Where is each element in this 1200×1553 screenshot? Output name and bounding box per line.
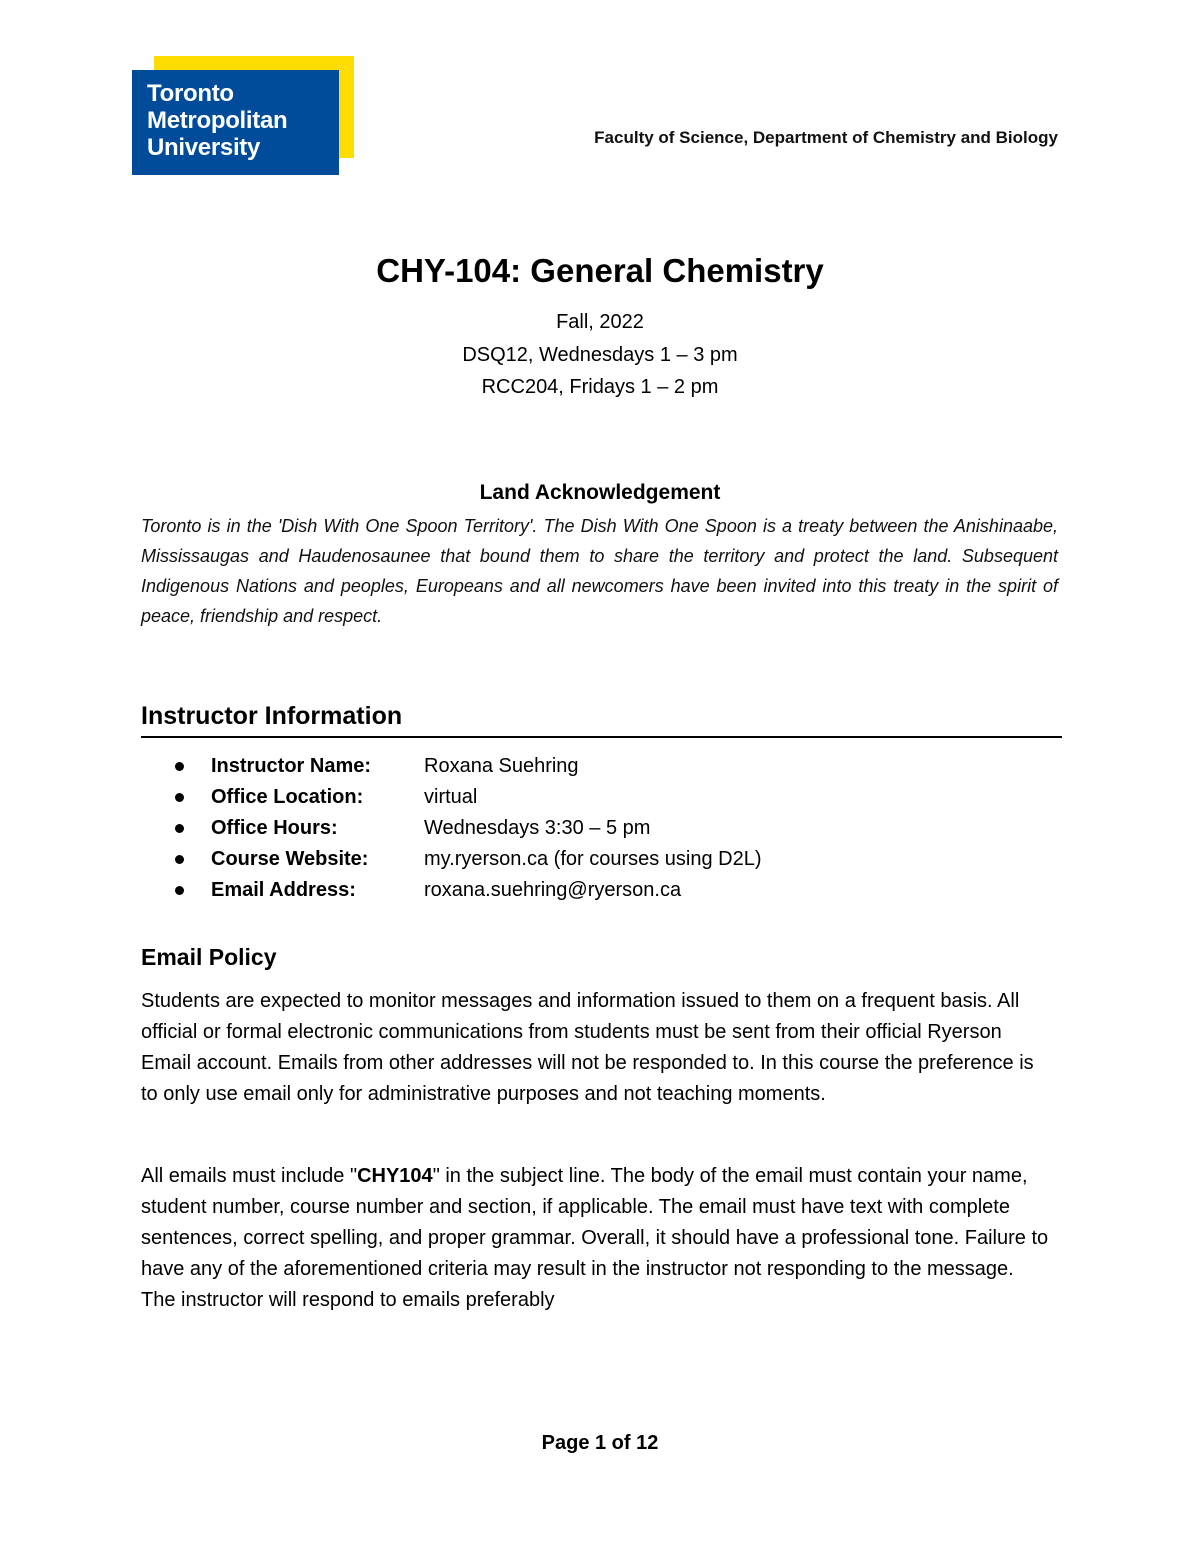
info-value: Wednesdays 3:30 – 5 pm — [424, 817, 651, 839]
list-item — [175, 813, 1025, 844]
info-label: Course Website: — [211, 848, 369, 870]
list-item — [175, 782, 1025, 813]
course-schedule-2: RCC204, Fridays 1 – 2 pm — [481, 376, 719, 398]
logo-line-1: Toronto — [147, 80, 234, 107]
logo-line-2: Metropolitan — [147, 107, 288, 134]
info-label: Instructor Name: — [211, 755, 372, 777]
email-policy-paragraph-2 — [141, 1161, 1051, 1316]
list-item — [175, 844, 1025, 875]
section-divider — [141, 736, 1062, 738]
info-value: virtual — [424, 786, 478, 808]
land-acknowledgement-heading: Land Acknowledgement — [479, 481, 721, 504]
subject-code: CHY104 — [357, 1165, 433, 1187]
bullet-icon — [175, 855, 184, 864]
email-policy-heading: Email Policy — [141, 944, 277, 970]
course-term: Fall, 2022 — [556, 311, 644, 333]
land-acknowledgement-text: Toronto is in the 'Dish With One Spoon Territory'. The Dish With One Spoon is a treaty between the Anishinaabe, Mississaugas and Haudenosaunee that bound them to share the territory and protect the land. Subsequent Indigenous Nations and peoples, Europeans and all newcomers have been invited into this treaty in the spirit of peace, friendship and respect. — [141, 516, 1058, 626]
logo-blue-block — [132, 70, 339, 175]
bullet-icon — [175, 793, 184, 802]
info-value: Roxana Suehring — [424, 755, 579, 777]
info-label: Office Location: — [211, 786, 364, 808]
instructor-heading: Instructor Information — [141, 702, 403, 730]
instructor-info-list — [175, 751, 1025, 906]
list-item — [175, 751, 1025, 782]
info-value: my.ryerson.ca (for courses using D2L) — [424, 848, 762, 870]
bullet-icon — [175, 762, 184, 771]
info-value: roxana.suehring@ryerson.ca — [424, 879, 682, 901]
course-title: CHY-104: General Chemistry — [376, 252, 824, 289]
para2-start: All emails must include " — [141, 1165, 358, 1187]
para2-rest: " in the subject line. The body of the email must contain your name, student number, course number and section, if applicable. The email must have text with complete sentences, correct spelling, and proper grammar. Overall, it should have a professional tone. Failure to have any of the aforementioned criteria may result in the instructor not responding to the message. The instructor will respond to emails preferably — [141, 1165, 1049, 1311]
logo-line-3: University — [147, 134, 261, 161]
university-logo — [132, 56, 354, 176]
list-item — [175, 875, 1025, 906]
faculty-header: Faculty of Science, Department of Chemistry and Biology — [594, 128, 1058, 147]
info-label: Email Address: — [211, 879, 356, 901]
course-schedule-1: DSQ12, Wednesdays 1 – 3 pm — [462, 344, 738, 366]
email-policy-paragraph-1: Students are expected to monitor messages and information issued to them on a frequent basis. All official or formal electronic communications from students must be sent from their official Ryerson Email account. Emails from other addresses will not be responded to. In this course the preference is to only use email only for administrative purposes and not teaching moments. — [141, 990, 1034, 1105]
bullet-icon — [175, 886, 184, 895]
bullet-icon — [175, 824, 184, 833]
page-number: Page 1 of 12 — [541, 1432, 659, 1454]
info-label: Office Hours: — [211, 817, 338, 839]
